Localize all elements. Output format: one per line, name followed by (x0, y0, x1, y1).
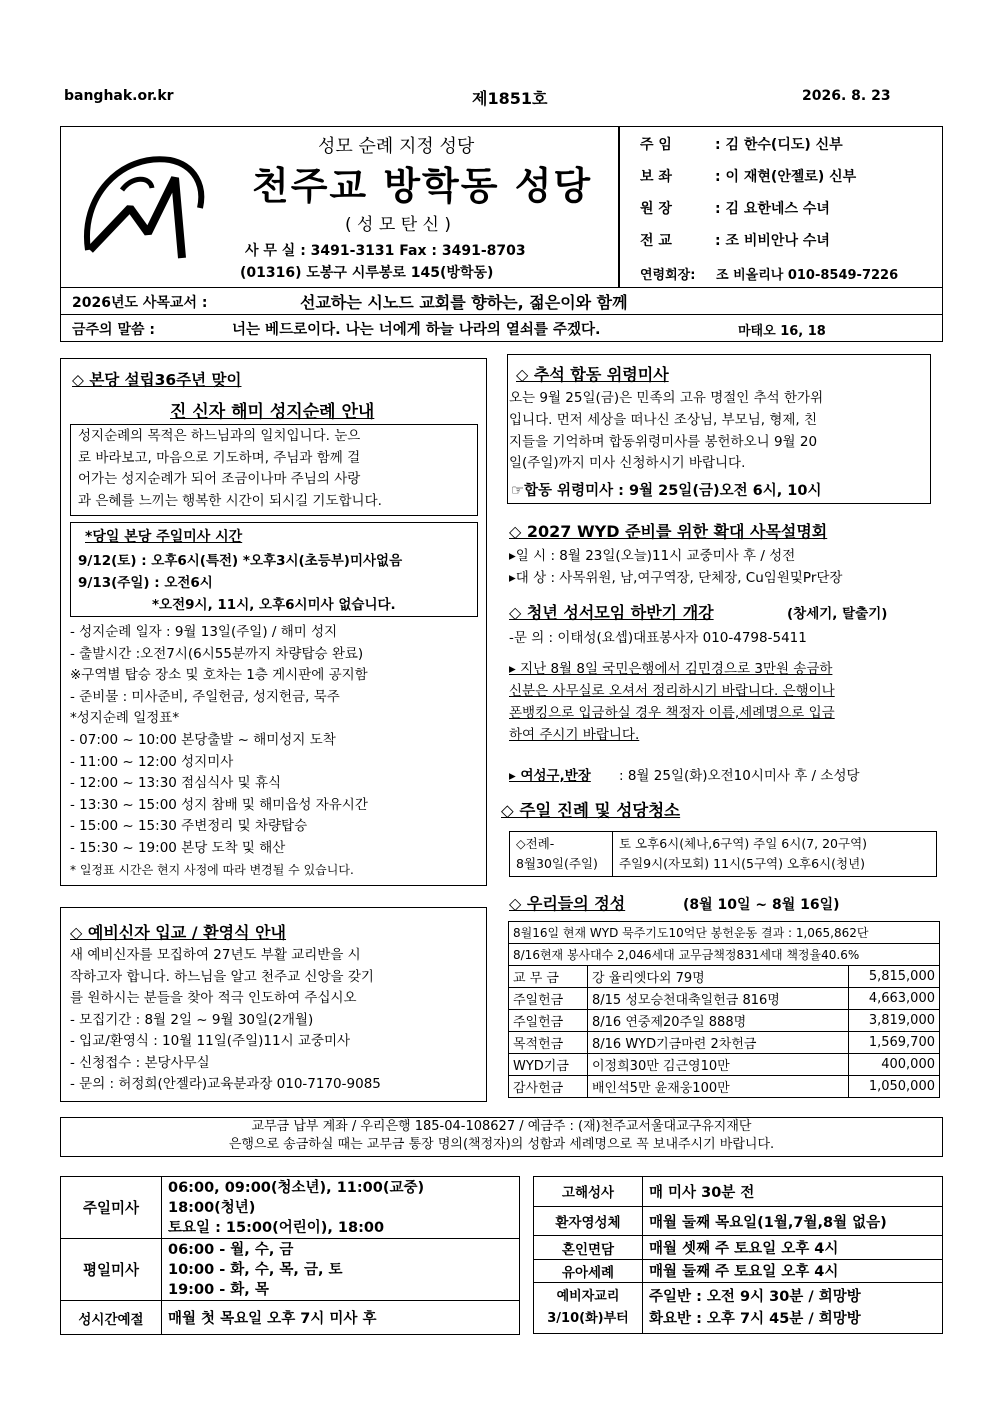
mass-schedule-table (60, 1176, 520, 1335)
transfer-notice: ▸ 지난 8월 8일 국민은행에서 김민경으로 3만원 송금하 신분은 사무실로 오셔서 정리하시기 바랍니다. 은행이나 폰뱅킹으로 입금하실 경우 책정자 이름,세례명으로 입금 하여 주시기 바랍니다. (509, 661, 835, 743)
word-text: 너는 베드로이다. 나는 너에게 하늘 나라의 열쇠를 주겠다. (232, 322, 601, 338)
issue-date: 2026. 8. 23 (802, 88, 891, 104)
chuseok-heading: ◇ 추석 합동 위령미사 (516, 365, 669, 384)
weekday-mass-times: 06:00 - 월, 수, 금 10:00 - 화, 수, 목, 금, 토 19:00 - 화, 목 (162, 1239, 520, 1301)
catechumen-heading: ◇ 예비신자 입교 / 환영식 안내 (70, 923, 287, 942)
table-row: WYD기금 이정희30만 김근영10만 400,000 (509, 1054, 940, 1076)
staff-name: : 김 한수(디도) 신부 (715, 137, 843, 153)
table-row: 교 무 금 강 율리엣다외 79명 5,815,000 (509, 966, 940, 988)
adoration-label: 성시간예절 (61, 1301, 162, 1335)
staff-name: : 김 요한네스 수녀 (715, 201, 830, 217)
parish-address: (01316) 도봉구 시루봉로 145(방학동) (240, 265, 494, 281)
sunday-mass-label: 주일미사 (61, 1177, 162, 1239)
youth-heading-small: (창세기, 탈출기) (787, 606, 888, 622)
pilgrimage-intro: 성지순례의 목적은 하느님과의 일치입니다. 눈으 로 바라보고, 마음으로 기도하며, 주님과 함께 걸 어가는 성지순례가 되어 조금이나마 주님의 사랑 과 은혜를 느끼는 행복한 시간이 되시길 기도합니다. (78, 428, 382, 509)
finance-table (508, 921, 940, 1098)
cleaning-table (509, 831, 937, 877)
word-ref: 마태오 16, 18 (738, 324, 826, 339)
finance-note: 8/16현재 봉사대수 2,046세대 교무금책정831세대 책정율40.6% (509, 944, 940, 966)
sunday-mass-times: 06:00, 09:00(청소년), 11:00(교중) 18:00(청년) 토요일 : 15:00(어린이), 18:00 (162, 1177, 520, 1239)
patron-name: ( 성 모 탄 신 ) (345, 215, 451, 235)
table-row: 주일헌금 8/16 연중제20주일 888명 3,819,000 (509, 1010, 940, 1032)
mass-time-line: 9/13(주일) : 오전6시 (78, 575, 213, 591)
bank-notice: 교무금 납부 계좌 / 우리은행 185-04-108627 / 예금주 : (재)천주교서울대교구유지재단 은행으로 송금하실 때는 교무금 통장 명의(책정자)의 성함과 세례명으로 꼭 보내주시기 바랍니다. (228, 1119, 775, 1152)
table-row: 주일헌금 8/15 성모승천대축일헌금 816명 4,663,000 (509, 988, 940, 1010)
table-row: 감사헌금 배인석5만 윤재웅100만 1,050,000 (509, 1076, 940, 1098)
chuseok-text: 오는 9월 25일(금)은 민족의 고유 명절인 추석 한가위 입니다. 먼저 세상을 떠나신 조상님, 부모님, 형제, 친 지들을 기억하며 합동위령미사를 봉헌하오니 9월 20 일(주일)까지 미사 신청하시기 바랍니다. (509, 390, 824, 472)
pilgrimage-details: - 성지순례 일자 : 9월 13일(주일) / 해미 성지 - 출발시간 :오전7시(6시55분까지 차량탑승 완료) ※구역별 탑승 장소 및 호차는 1층 게시판에 공지함 - 준비물 : 미사준비, 주일헌금, 성지헌금, 묵주 *성지순례 일정표* - 07:00 ~ 10:00 본당출발 ~ 해미성지 도착 - 11:00 ~ 12:00 성지미사 - 12:00 ~ 13:30 점심식사 및 휴식 - 13:30 ~ 15:00 성지 참배 및 해미읍성 자유시간 - 15:00 ~ 15:30 주변정리 및 차량탑승 - 15:30 ~ 19:00 본당 도착 및 해산 (70, 624, 368, 856)
staff-role: 원 장 (640, 201, 672, 217)
pilgrimage-title: 진 신자 해미 성지순례 안내 (170, 402, 375, 422)
pilgrimage-heading: ◇ 본당 설립36주년 맞이 (72, 371, 242, 389)
youth-contact: -문 의 : 이태성(요셉)대표봉사자 010-4798-5411 (509, 630, 807, 646)
table-row: 목적헌금 8/16 WYD기금마련 2차헌금 1,569,700 (509, 1032, 940, 1054)
women-group-text: : 8월 25일(화)오전10시미사 후 / 소성당 (619, 768, 860, 784)
site-url: banghak.or.kr (64, 88, 174, 104)
wyd-line: ▸일 시 : 8월 23일(오늘)11시 교중미사 후 / 성전 (509, 548, 796, 564)
youth-heading: ◇ 청년 성서모임 하반기 개강 (509, 603, 714, 622)
staff-role: 보 좌 (640, 169, 672, 185)
catechism-label: 예비자교리 3/10(화)부터 (534, 1283, 643, 1334)
weekday-mass-label: 평일미사 (61, 1239, 162, 1301)
staff-name: : 이 재현(안젤로) 신부 (715, 169, 857, 185)
mass-time-title: *당일 본당 주일미사 시간 (85, 529, 243, 545)
staff-name: 조 비올리나 010-8549-7226 (716, 268, 899, 283)
chuseok-highlight: ☞합동 위령미사 : 9월 25일(금)오전 6시, 10시 (511, 483, 822, 499)
finance-heading: ◇ 우리들의 정성 (509, 894, 626, 913)
mass-time-line: 9/12(토) : 오후6시(특전) *오후3시(초등부)미사없음 (78, 553, 403, 569)
word-label: 금주의 말씀 : (72, 322, 155, 338)
women-group-label: ▸ 여성구,반장 (509, 768, 591, 784)
sacrament-schedule-table: 고해성사 매 미사 30분 전 환자영성체 매월 둘째 목요일(1월,7월,8월 없음) 혼인면담 매월 셋째 주 토요일 오후 4시 유아세례 매월 둘째 주 토요일 오후 4시 예비자교리 3/10(화)부터 주일반 : 오전 9시 30분 / 희망방 화요반 : 오후 7시 45분 / 희망방 (533, 1176, 943, 1334)
finance-note: 8월16일 현재 WYD 묵주기도10억단 봉헌운동 결과 : 1,065,862단 (509, 922, 940, 944)
catechumen-text: 새 예비신자를 모집하여 27년도 부활 교리반을 시 작하고자 합니다. 하느님을 알고 천주교 신앙을 갖기 를 원하시는 분들을 찾아 적극 인도하여 주십시오 - 모집기간 : 8월 2일 ~ 9월 30일(2개월) - 입교/환영식 : 10월 11일(주일)11시 교중미사 - 신청접수 : 본당사무실 - 문의 : 허정희(안젤라)교육분과장 010-7170-9085 (70, 947, 381, 1092)
finance-period: (8월 10일 ~ 8월 16일) (683, 897, 840, 913)
cleaning-date: ◇전례- 8월30일(주일) (510, 832, 613, 877)
mass-time-line: *오전9시, 11시, 오후6시미사 없습니다. (152, 597, 396, 613)
pilgrimage-note: * 일정표 시간은 현지 사정에 따라 변경될 수 있습니다. (70, 863, 354, 877)
parish-title: 천주교 방학동 성당 (252, 164, 593, 208)
wyd-line: ▸대 상 : 사목위원, 남,여구역장, 단체장, Cu임원및Pr단장 (509, 570, 843, 586)
masthead-subtitle: 성모 순례 지정 성당 (318, 136, 475, 157)
pastoral-label: 2026년도 사목교서 : (72, 295, 208, 311)
office-phone: 사 무 실 : 3491-3131 Fax : 3491-8703 (245, 243, 526, 259)
catechism-times: 주일반 : 오전 9시 30분 / 희망방 화요반 : 오후 7시 45분 / 희망방 (643, 1283, 943, 1334)
staff-role: 연령회장: (640, 268, 696, 283)
adoration-time: 매월 첫 목요일 오후 7시 미사 후 (162, 1301, 520, 1335)
pastoral-text: 선교하는 시노드 교회를 향하는, 젊은이와 함께 (300, 293, 628, 312)
issue-number: 제1851호 (472, 89, 548, 108)
parish-logo-icon (70, 138, 208, 276)
masthead-divider (618, 126, 620, 288)
cleaning-heading: ◇ 주일 진례 및 성당청소 (501, 801, 681, 820)
staff-name: : 조 비비안나 수녀 (715, 233, 830, 249)
staff-role: 전 교 (640, 233, 672, 249)
cleaning-groups: 토 오후6시(체나,6구역) 주일 6시(7, 20구역) 주일9시(자모회) 11시(5구역) 오후6시(청년) (619, 836, 868, 871)
wyd-heading: ◇ 2027 WYD 준비를 위한 확대 사목설명회 (509, 522, 828, 541)
staff-role: 주 임 (640, 137, 672, 153)
